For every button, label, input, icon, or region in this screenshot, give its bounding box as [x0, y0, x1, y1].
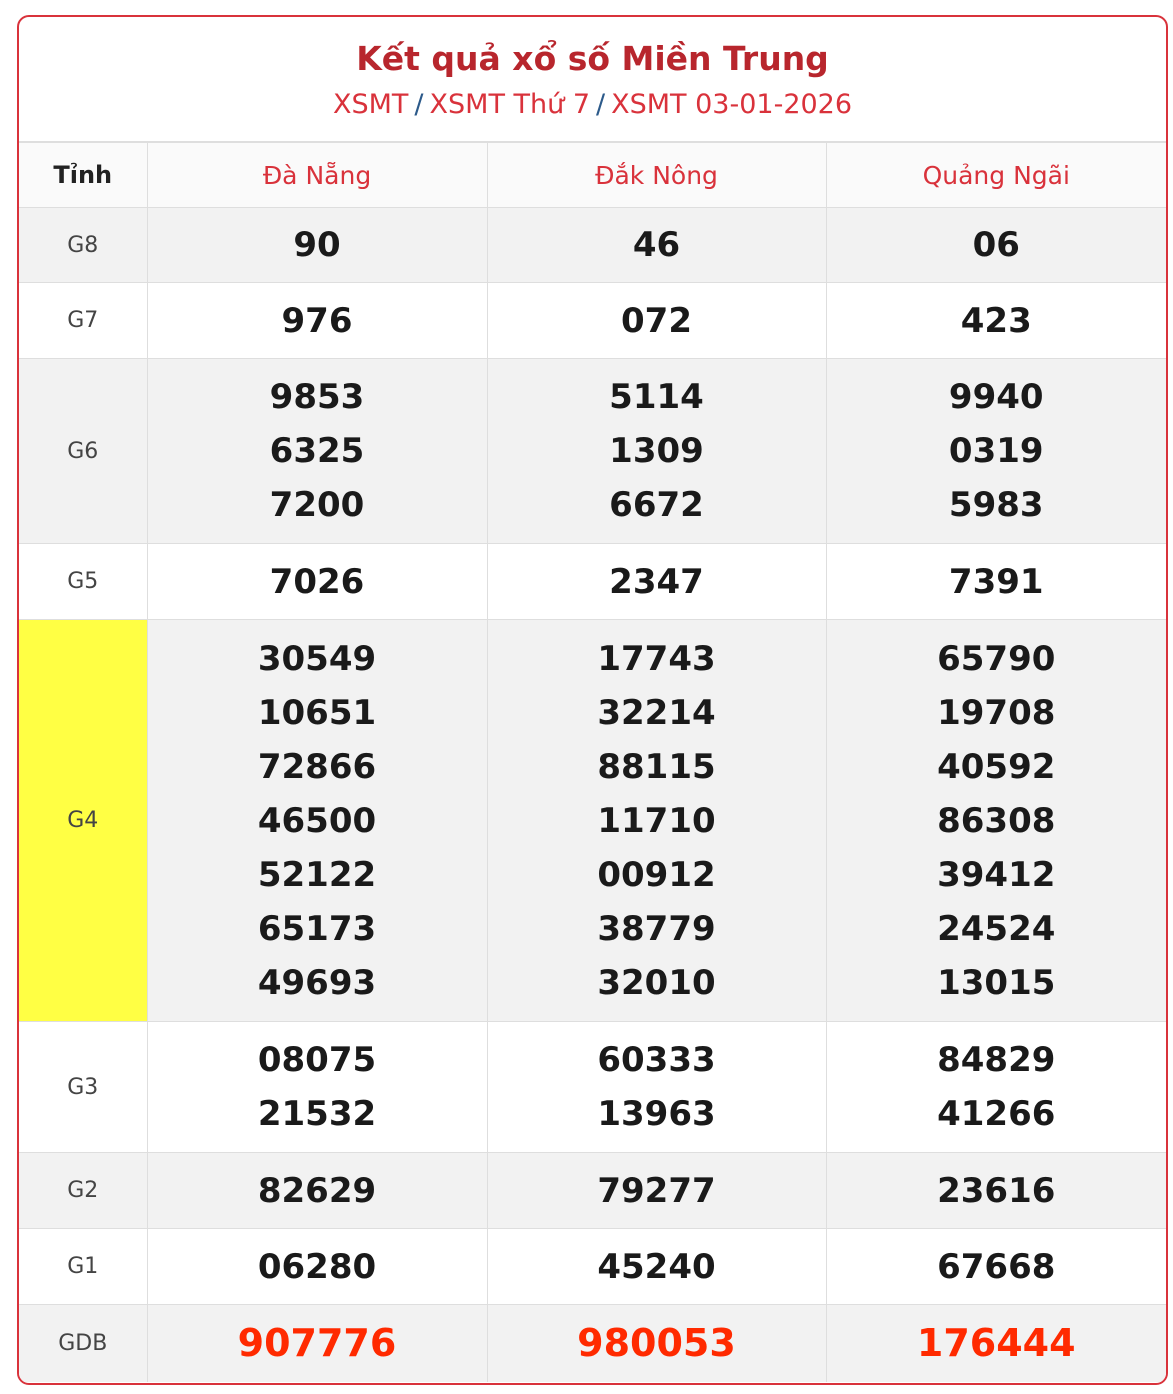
result-cell — [826, 1153, 1166, 1229]
result-cell — [487, 620, 826, 1022]
prize-number: 1309 — [609, 431, 704, 471]
header-province-da-nang[interactable]: Đà Nẵng — [147, 143, 487, 208]
prize-number: 90 — [293, 225, 341, 265]
prize-number: 30549 — [257, 638, 377, 679]
prize-number: 6325 — [269, 431, 365, 471]
prize-number: 10651 — [257, 692, 377, 733]
table-header-row — [19, 143, 1166, 208]
prize-label: G2 — [19, 1153, 147, 1229]
result-cell — [826, 1022, 1166, 1153]
prize-number: 19708 — [937, 692, 1056, 733]
prize-number: 9853 — [269, 377, 365, 417]
prize-number: 13963 — [597, 1094, 716, 1134]
result-cell — [826, 359, 1166, 544]
header-province-quang-ngai[interactable]: Quảng Ngãi — [826, 143, 1166, 208]
result-cell — [147, 1305, 487, 1382]
prize-label: G4 — [19, 620, 147, 1022]
prize-row-g1 — [19, 1229, 1166, 1305]
result-cell — [147, 1153, 487, 1229]
prize-number: 84829 — [937, 1040, 1056, 1080]
prize-number: 67668 — [937, 1246, 1056, 1287]
result-cell — [487, 1229, 826, 1305]
result-cell — [826, 208, 1166, 283]
results-table — [19, 142, 1166, 1382]
prize-number: 46 — [632, 225, 681, 265]
prize-number: 06280 — [257, 1246, 377, 1287]
prize-number: 24524 — [937, 908, 1056, 949]
prize-number: 17743 — [597, 638, 716, 679]
result-cell — [147, 544, 487, 620]
result-cell — [147, 359, 487, 544]
prize-number: 38779 — [597, 908, 716, 949]
prize-number: 13015 — [937, 962, 1056, 1003]
prize-row-g6 — [19, 359, 1166, 544]
prize-number: 976 — [281, 300, 353, 341]
prize-number: 88115 — [597, 746, 716, 787]
prize-number: 7200 — [269, 485, 365, 525]
result-cell — [826, 1305, 1166, 1382]
prize-number: 86308 — [937, 800, 1056, 841]
breadcrumb-link-xsmt[interactable]: XSMT — [332, 89, 409, 120]
breadcrumb-separator: / — [414, 89, 424, 120]
prize-number: 32214 — [597, 692, 716, 733]
prize-number: 21532 — [257, 1094, 377, 1134]
result-cell — [487, 1022, 826, 1153]
results-card — [17, 15, 1168, 1385]
result-cell — [487, 544, 826, 620]
prize-label: G6 — [19, 359, 147, 544]
result-cell — [826, 283, 1166, 359]
prize-label: G8 — [19, 208, 147, 283]
prize-number: 46500 — [257, 800, 377, 841]
prize-number: 65173 — [257, 908, 377, 949]
prize-number: 7026 — [269, 561, 365, 602]
prize-number: 06 — [972, 225, 1020, 265]
breadcrumb-separator: / — [596, 89, 606, 120]
prize-row-g7 — [19, 283, 1166, 359]
prize-number: 79277 — [597, 1170, 716, 1211]
prize-label: G7 — [19, 283, 147, 359]
result-cell — [487, 208, 826, 283]
result-cell — [487, 359, 826, 544]
result-cell — [147, 1022, 487, 1153]
result-cell — [487, 1153, 826, 1229]
prize-number: 23616 — [937, 1170, 1056, 1211]
prize-row-g8 — [19, 208, 1166, 283]
prize-number: 9940 — [948, 377, 1044, 417]
prize-number: 65790 — [937, 638, 1056, 679]
prize-number: 32010 — [597, 962, 716, 1003]
header-province-label: Tỉnh — [19, 143, 147, 208]
prize-number: 7391 — [948, 561, 1044, 602]
result-cell — [147, 620, 487, 1022]
prize-number: 072 — [621, 300, 692, 341]
result-cell — [487, 1305, 826, 1382]
breadcrumb-link-date[interactable]: XSMT 03-01-2026 — [611, 89, 853, 120]
prize-number: 5114 — [609, 377, 704, 417]
result-cell — [147, 283, 487, 359]
prize-number: 72866 — [257, 746, 377, 787]
prize-number: 52122 — [257, 854, 377, 895]
prize-number: 11710 — [597, 800, 716, 841]
prize-number: 2347 — [609, 561, 704, 602]
special-prize-number: 176444 — [916, 1321, 1076, 1366]
special-prize-number: 907776 — [237, 1321, 397, 1366]
prize-number: 423 — [960, 300, 1032, 341]
page-title: Kết quả xổ số Miền Trung — [356, 39, 829, 78]
prize-label: GDB — [19, 1305, 147, 1382]
prize-number: 45240 — [597, 1246, 716, 1287]
prize-number: 41266 — [937, 1094, 1056, 1134]
prize-label: G5 — [19, 544, 147, 620]
prize-row-g3 — [19, 1022, 1166, 1153]
result-cell — [826, 620, 1166, 1022]
prize-label: G1 — [19, 1229, 147, 1305]
result-cell — [147, 208, 487, 283]
results-header — [19, 17, 1166, 142]
prize-number: 39412 — [937, 854, 1056, 895]
special-prize-number: 980053 — [577, 1321, 736, 1366]
prize-row-g5 — [19, 544, 1166, 620]
header-province-dak-nong[interactable]: Đắk Nông — [487, 143, 826, 208]
result-cell — [487, 283, 826, 359]
prize-row-g4 — [19, 620, 1166, 1022]
prize-number: 0319 — [948, 431, 1044, 471]
prize-label: G3 — [19, 1022, 147, 1153]
prize-number: 6672 — [609, 485, 704, 525]
prize-row-gdb — [19, 1305, 1166, 1382]
breadcrumb — [19, 89, 1166, 121]
prize-number: 40592 — [937, 746, 1056, 787]
prize-number: 49693 — [257, 962, 377, 1003]
result-cell — [826, 1229, 1166, 1305]
prize-number: 82629 — [257, 1170, 377, 1211]
prize-number: 00912 — [597, 854, 716, 895]
prize-number: 5983 — [948, 485, 1044, 525]
prize-number: 60333 — [597, 1040, 716, 1080]
prize-row-g2 — [19, 1153, 1166, 1229]
breadcrumb-link-weekday[interactable]: XSMT Thứ 7 — [429, 89, 590, 120]
result-cell — [147, 1229, 487, 1305]
prize-number: 08075 — [257, 1040, 377, 1080]
result-cell — [826, 544, 1166, 620]
